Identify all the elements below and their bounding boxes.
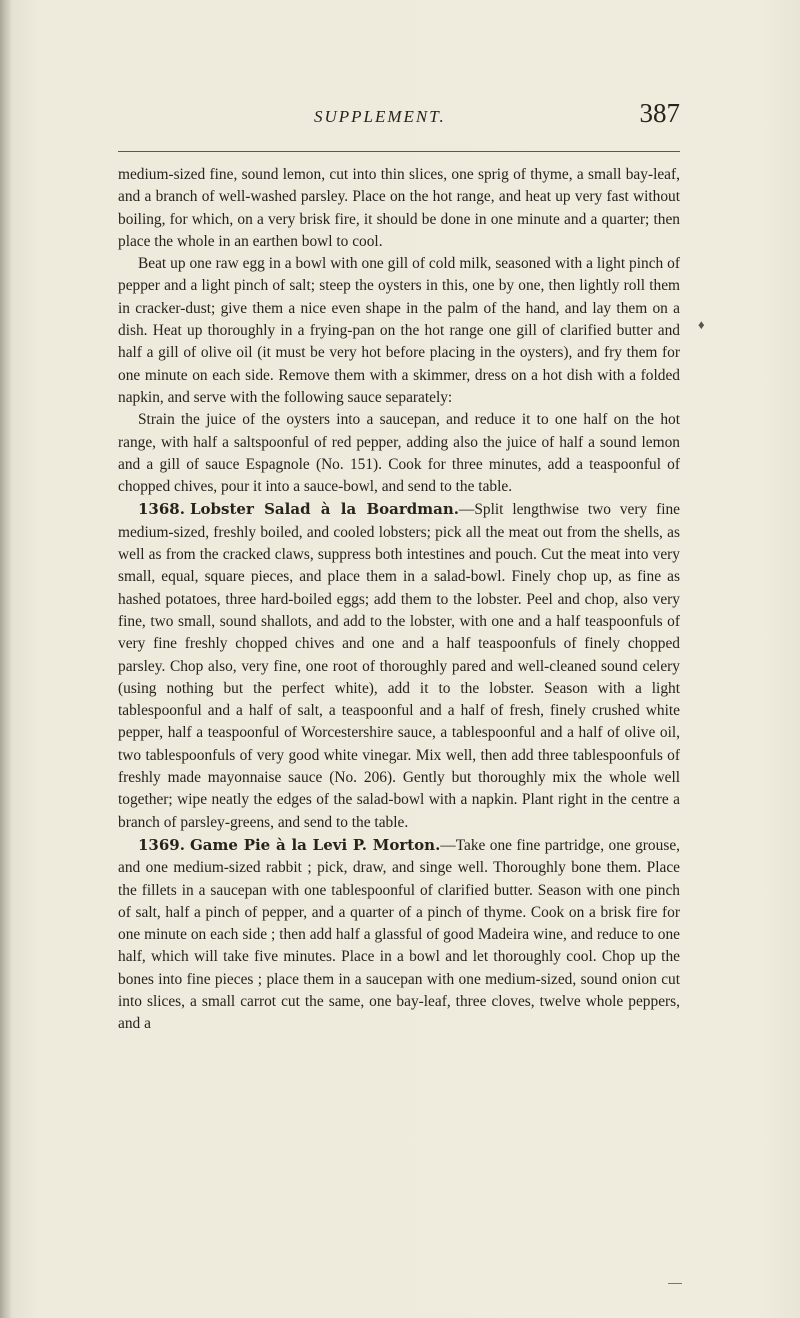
recipe-number: 1368.: [138, 500, 185, 519]
recipe-title: Lobster Salad à la Boardman.: [189, 500, 459, 519]
margin-mark: ♦: [698, 317, 705, 332]
recipe-text: —Split lengthwise two very fine medium-sized, freshly boiled, and cooled lobsters; pick all the meat out from the shells, as well as from the cracked claws, suppress both intestines and pouch. Cut the meat into very small, equal, square pieces, and place them in a salad-bowl. Finely chop up, as fine as hashed potatoes, three hard-boiled eggs; add them to the lobster. Peel and chop, also very fine, two small, sound shallots, and add to the lobster, with one and a half teaspoonfuls of very fine freshly chopped chives and one and a half teaspoonfuls of finely chopped parsley. Chop also, very fine, one root of thoroughly pared and well-cleaned sound celery (using nothing but the perfect white), add it to the lobster. Season with a light tablespoonful and a half of salt, a teaspoonful and a half of fresh, finely crushed white pepper, half a teaspoonful of Worcestershire sauce, a tablespoonful and a half of olive oil, two tablespoonfuls of very good white vinegar. Mix well, then add three tablespoonfuls of freshly made mayonnaise sauce (No. 206). Gently but thoroughly mix the whole well together; wipe neatly the edges of the salad-bowl with a napkin. Plant right in the centre a branch of parsley-greens, and send to the table.: [118, 501, 680, 831]
paragraph-oyster-frying: Beat up one raw egg in a bowl with one gill of cold milk, seasoned with a light pinch of pepper and a light pinch of salt; steep the oysters in this, one by one, then lightly roll them in cracker-dust; give them a nice even shape in the palm of the hand, and lay them on a dish. Heat up thoroughly in a frying-pan on the hot range one gill of clarified butter and half a gill of olive oil (it must be very hot before placing in the oysters), and fry them for one minute on each side. Remove them with a skimmer, dress on a hot dish with a folded napkin, and serve with the following sauce separately:: [118, 255, 680, 406]
paragraph-oyster-sauce: Strain the juice of the oysters into a saucepan, and reduce it to one half on the hot range, with half a saltspoonful of red pepper, adding also the juice of half a sound lemon and a gill of sauce Espagnole (No. 151). Cook for three minutes, add a teaspoonful of chopped chives, pour it into a sauce-bowl, and send to the table.: [118, 411, 680, 496]
binding-shadow: [0, 0, 12, 1318]
page-number: 387: [639, 98, 680, 128]
recipe-1368: [118, 498, 680, 833]
paragraph-oyster-continued: medium-sized fine, sound lemon, cut into thin slices, one sprig of thyme, a small bay-leaf, and a branch of well-washed parsley. Place on the hot range, and heat up very fast without boiling, for which, on a very brisk fire, it should be done in one minute and a quarter; then place the whole in an earthen bowl to cool.: [118, 166, 680, 250]
catchword-dash: [668, 1283, 682, 1284]
recipe-text: —Take one fine partridge, one grouse, and one medium-sized rabbit ; pick, draw, and singe well. Thoroughly bone them. Place the fillets in a saucepan with one tablespoonful of clarified butter. Season with one pinch of salt, half a pinch of pepper, and a quarter of a pinch of thyme. Cook on a brisk fire for one minute on each side ; then add half a glassful of good Madeira wine, and reduce to one half, which will take five minutes. Place in a bowl and let thoroughly cool. Chop up the bones into fine pieces ; place them in a saucepan with one medium-sized, sound onion cut into slices, a small carrot cut the same, one bay-leaf, three cloves, twelve whole peppers, and a: [118, 836, 680, 1033]
running-head: SUPPLEMENT.: [314, 107, 446, 126]
recipe-title: Game Pie à la Levi P. Morton.: [189, 835, 441, 854]
recipe-1369: [118, 834, 680, 1036]
page-header: [118, 96, 680, 152]
body-text: [118, 164, 680, 1036]
recipe-number: 1369.: [138, 835, 185, 854]
header-rule: [118, 151, 680, 152]
